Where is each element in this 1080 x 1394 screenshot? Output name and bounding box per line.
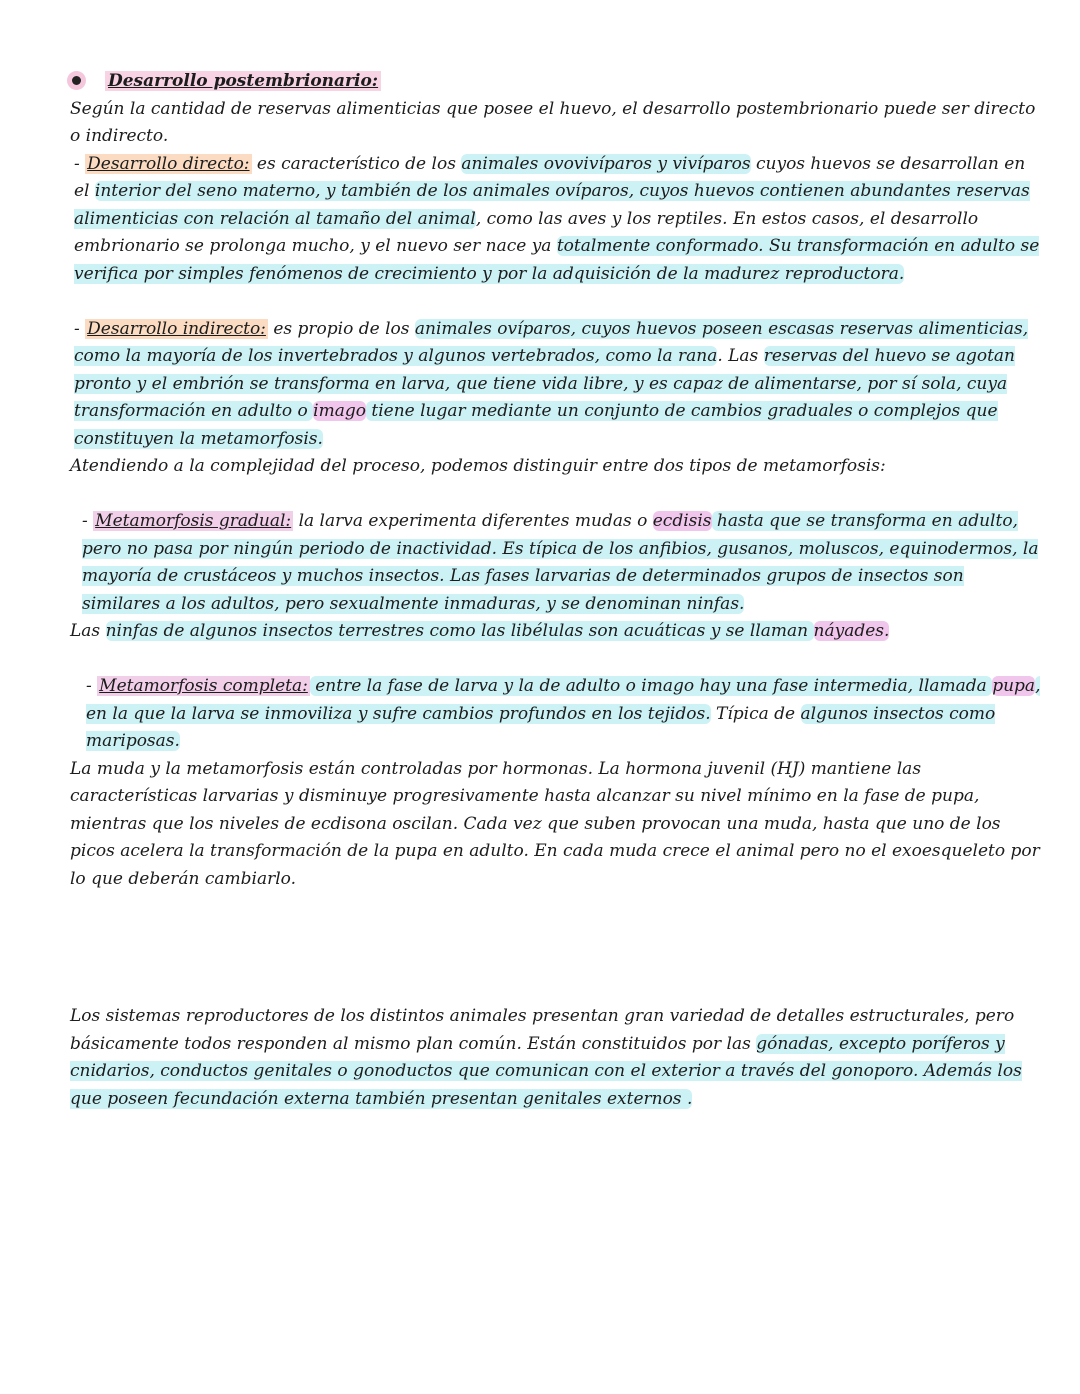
gradual-dash: -	[82, 511, 94, 531]
completa-highlight-3: algunos insectos como mariposas.	[86, 703, 996, 751]
gradual-highlight-2: ninfas de algunos insectos terrestres como las libélulas son acuáticas y se llaman	[105, 621, 814, 641]
hormonas-paragraph: La muda y la metamorfosis están controladas por hormonas. La hormona juvenil (HJ) mantiene las características larvarias y disminuye progresivamente hasta alcanzar su nivel mínimo en la fase de pupa, mientras que los niveles de ecdisona oscilan. Cada vez que suben provocan una muda, hasta que uno de los picos acelera la transformación de la pupa en adulto. En cada muda crece el animal pero no el exoesqueleto por lo que deberán cambiarlo.	[70, 758, 1040, 889]
spacer	[70, 893, 1045, 1003]
gradual-pink-term-1: ecdisis	[652, 511, 712, 531]
indirecto-dash: -	[74, 318, 86, 339]
completa-dash: -	[86, 676, 98, 696]
section-title-line	[70, 68, 1045, 96]
desarrollo-directo-heading: Desarrollo directo:	[87, 153, 250, 174]
notes-page	[70, 68, 1045, 1113]
completa-highlight-2: , en la que la larva se inmoviliza y sufre cambios profundos en los tejidos.	[86, 676, 1041, 724]
metamorfosis-completa-heading: Metamorfosis completa:	[99, 676, 308, 696]
metamorfosis-gradual-paragraph	[70, 508, 1045, 618]
indirecto-highlight-3: tiene lugar mediante un conjunto de cambios graduales o complejos que constituyen la metamorfosis.	[74, 401, 998, 449]
indirecto-text-2: . Las	[717, 346, 764, 366]
directo-highlight-2: interior del seno materno, y también de los animales ovíparos, cuyos huevos contienen abundantes reservas alimenticias con relación al tamaño del animal	[74, 181, 1030, 229]
indirecto-highlight-2: reservas del huevo se agotan pronto y el embrión se transforma en larva, que tiene vida libre, y es capaz de alimentarse, por sí sola, cuya transformación en adulto o	[74, 346, 1016, 421]
spacer	[70, 481, 1045, 509]
ninfas-paragraph	[70, 618, 1045, 646]
spacer	[70, 646, 1045, 674]
completa-pink-term: pupa	[992, 676, 1036, 696]
directo-highlight-3: totalmente conformado. Su transformación en adulto se verifica por simples fenómenos de crecimiento y por la adquisición de la madurez reproductora.	[74, 236, 1040, 284]
indirecto-pink-term: imago	[313, 401, 366, 421]
section-title: Desarrollo postembrionario:	[105, 71, 381, 91]
metamorfosis-completa-paragraph	[70, 673, 1045, 756]
reproductores-highlight-1: gónadas, excepto poríferos y cnidarios, conductos genitales o gonoductos que comunican con el exterior a través del gonoporo. Además los que poseen fecundación externa también presentan genitales externos .	[70, 1033, 1022, 1109]
directo-highlight-1: animales ovovivíparos y vivíparos	[461, 153, 751, 174]
gradual-text-1: la larva experimenta diferentes mudas o	[293, 511, 653, 531]
desarrollo-indirecto-heading: Desarrollo indirecto:	[87, 318, 266, 339]
gradual-text-2: Las	[70, 621, 106, 641]
metamorfosis-gradual-heading: Metamorfosis gradual:	[95, 511, 292, 531]
completa-highlight-1: entre la fase de larva y la de adulto o imago hay una fase intermedia, llamada	[309, 676, 993, 696]
directo-text-2: cuyos huevos se desarrollan en el	[74, 153, 1026, 201]
indirecto-text-1: es propio de los	[267, 318, 415, 339]
reproductores-text-1: Los sistemas reproductores de los distintos animales presentan gran variedad de detalles estructurales, pero básicamente todos responden al mismo plan común. Están constituidos por las	[70, 1006, 1015, 1054]
spacer	[70, 288, 1045, 316]
bullet-icon	[72, 76, 81, 85]
directo-dash: -	[74, 153, 86, 174]
sistemas-reproductores-paragraph	[70, 1003, 1045, 1113]
desarrollo-indirecto-paragraph	[70, 316, 1045, 454]
gradual-highlight-1: hasta que se transforma en adulto, pero no pasa por ningún periodo de inactividad. Es típica de los anfibios, gusanos, moluscos, equinodermos, la mayoría de crustáceos y muchos insectos. Las fases larvarias de determinados grupos de insectos son similares a los adultos, pero sexualmente inmaduras, y se denominan ninfas.	[82, 511, 1039, 614]
directo-text-3: , como las aves y los reptiles. En estos casos, el desarrollo embrionario se prolonga mucho, y el nuevo ser nace ya	[74, 208, 979, 256]
intro-paragraph: Según la cantidad de reservas alimenticias que posee el huevo, el desarrollo postembrionario puede ser directo o indirecto.	[70, 98, 1036, 146]
gradual-pink-term-2: náyades.	[813, 621, 890, 641]
desarrollo-directo-paragraph	[70, 151, 1045, 289]
metamorfosis-types-intro: Atendiendo a la complejidad del proceso, podemos distinguir entre dos tipos de metamorfosis:	[70, 456, 886, 476]
indirecto-highlight-1: animales ovíparos, cuyos huevos poseen escasas reservas alimenticias, como la mayoría de los invertebrados y algunos vertebrados, como la rana	[74, 318, 1029, 366]
directo-text-1: es característico de los	[251, 153, 462, 174]
completa-text-1: Típica de	[710, 703, 801, 724]
